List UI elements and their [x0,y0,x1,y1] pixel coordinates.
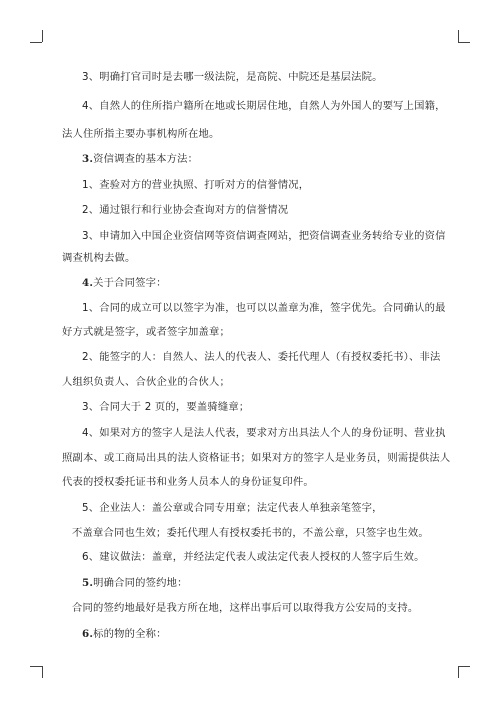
paragraph-line-7 [82,229,446,243]
crop-mark-top-left-v [42,30,43,42]
line-text: 关于合同签字： [93,277,167,289]
paragraph-line-16 [62,451,450,465]
line-text: 3、合同大于 2 页的，要盖骑缝章； [82,401,250,413]
paragraph-line-19 [72,526,429,540]
paragraph-line-20 [82,550,425,564]
paragraph-line-11 [62,325,230,339]
line-text: 4、如果对方的签字人是法人代表，要求对方出具法人个人的身份证明、营业执 [82,427,446,439]
paragraph-line-14 [82,400,249,414]
paragraph-line-15 [82,426,446,440]
section-heading-9 [82,276,167,290]
line-text: 明确合同的签约地： [93,577,188,589]
paragraph-line-1 [82,70,383,84]
section-heading-23 [82,627,167,641]
section-heading-4 [82,152,198,166]
paragraph-line-12 [82,350,441,364]
paragraph-line-3 [62,127,219,141]
section-heading-21 [82,576,188,590]
line-text: 好方式就是签字，或者签字加盖章； [62,326,230,338]
section-number: 6. [82,628,94,640]
paragraph-line-22 [72,601,418,615]
crop-mark-top-right-v [458,30,459,42]
line-text: 资信调查的基本方法： [93,153,199,165]
line-text: 3、申请加入中国企业资信网等资信调查网站，把资信调查业务转给专业的资信 [82,230,446,242]
line-text: 调查机构去做。 [62,252,136,264]
paragraph-line-18 [82,501,383,515]
paragraph-line-6 [82,203,288,217]
line-text: 3、明确打官司时是去哪一级法院，是高院、中院还是基层法院。 [82,71,383,83]
line-text: 合同的签约地最好是我方所在地，这样出事后可以取得我方公安局的支持。 [72,602,419,614]
section-number: 3. [82,153,94,165]
section-number: 4. [82,277,94,289]
line-text: 代表的授权委托证书和业务人员本人的身份证复印件。 [62,476,314,488]
crop-mark-bottom-right-h [458,666,470,667]
section-number: 5. [82,577,94,589]
line-text: 人组织负责人、合伙企业的合伙人； [62,376,230,388]
line-text: 不盖章合同也生效；委托代理人有授权委托书的，不盖公章，只签字也生效。 [72,527,429,539]
line-text: 4、自然人的住所指户籍所在地或长期居住地，自然人为外国人的要写上国籍， [82,100,446,112]
crop-mark-bottom-right-v [458,666,459,678]
paragraph-line-2 [82,99,446,113]
paragraph-line-17 [62,475,314,489]
line-text: 2、能签字的人：自然人、法人的代表人、委托代理人（有授权委托书）、非法 [82,351,441,363]
line-text: 6、建议做法：盖章，并经法定代表人或法定代表人授权的人签字后生效。 [82,551,425,563]
line-text: 5、企业法人：盖公章或合同专用章；法定代表人单独亲笔签字， [82,502,383,514]
crop-mark-top-right-h [458,42,470,43]
line-text: 照副本、或工商局出具的法人资格证书；如果对方的签字人是业务员，则需提供法人 [62,452,451,464]
crop-mark-top-left-h [30,42,42,43]
crop-mark-bottom-left-h [30,666,42,667]
line-text: 法人住所指主要办事机构所在地。 [62,128,220,140]
line-text: 1、查验对方的营业执照、打听对方的信誉情况， [82,179,310,191]
paragraph-line-8 [62,251,135,265]
line-text: 标的物的全称： [93,628,167,640]
paragraph-line-10 [82,301,446,315]
paragraph-line-13 [62,375,230,389]
paragraph-line-5 [82,178,309,192]
line-text: 1、合同的成立可以以签字为准，也可以以盖章为准，签字优先。合同确认的最 [82,302,446,314]
line-text: 2、通过银行和行业协会查询对方的信誉情况 [82,204,289,216]
crop-mark-bottom-left-v [42,666,43,678]
